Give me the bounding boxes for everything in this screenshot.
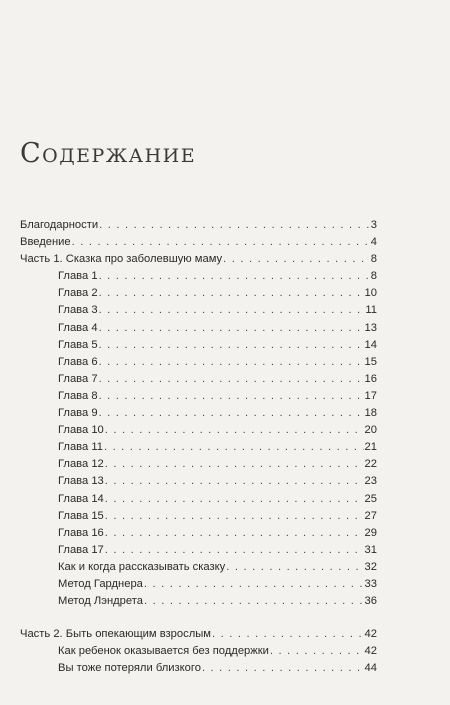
- toc-entry-title: Глава 11: [58, 441, 103, 454]
- toc-entry: [20, 525, 377, 542]
- toc-entry-page: 44: [364, 662, 377, 675]
- toc-entry-page: 21: [364, 441, 377, 454]
- toc-entry-title: Глава 7: [58, 372, 98, 385]
- dot-leader: [99, 285, 364, 302]
- toc-entry: [20, 354, 377, 371]
- table-of-contents: [20, 217, 377, 677]
- toc-entry-page: 42: [364, 628, 377, 641]
- toc-entry: [20, 660, 377, 677]
- page-title: Содержание: [20, 138, 197, 169]
- toc-entry-title: Метод Лэндрета: [58, 595, 143, 608]
- dot-leader: [105, 542, 364, 559]
- toc-entry-page: 36: [364, 595, 377, 608]
- toc-entry: [20, 576, 377, 593]
- toc-entry-title: Глава 13: [58, 475, 104, 488]
- toc-entry: [20, 456, 377, 473]
- toc-entry: [20, 626, 377, 643]
- toc-entry-title: Глава 3: [58, 304, 98, 317]
- toc-entry-page: 27: [364, 509, 377, 522]
- toc-entry-page: 11: [365, 304, 377, 317]
- toc-entry-page: 13: [364, 321, 377, 334]
- toc-entry-title: Глава 12: [58, 458, 104, 471]
- toc-entry-page: 15: [364, 355, 377, 368]
- toc-entry-title: Глава 15: [58, 509, 104, 522]
- toc-entry: [20, 217, 377, 234]
- dot-leader: [144, 593, 364, 610]
- dot-leader: [223, 251, 370, 268]
- dot-leader: [202, 660, 364, 677]
- dot-leader: [99, 388, 364, 405]
- dot-leader: [99, 217, 370, 234]
- toc-entry-title: Глава 10: [58, 424, 104, 437]
- toc-entry: [20, 422, 377, 439]
- toc-entry-page: 20: [364, 424, 377, 437]
- toc-entry: [20, 559, 377, 576]
- toc-entry-title: Благодарности: [20, 219, 99, 231]
- toc-entry: [20, 542, 377, 559]
- toc-entry-page: 4: [370, 236, 377, 249]
- dot-leader: [99, 354, 364, 371]
- toc-entry-title: Часть 1. Сказка про заболевшую маму: [20, 253, 223, 266]
- toc-entry: [20, 302, 377, 319]
- dot-leader: [99, 268, 370, 285]
- toc-entry-page: 22: [364, 458, 377, 471]
- dot-leader: [226, 559, 363, 576]
- dot-leader: [105, 473, 364, 490]
- toc-entry-page: 3: [370, 219, 377, 231]
- dot-leader: [105, 525, 364, 542]
- toc-entry-page: 10: [364, 287, 377, 300]
- toc-entry-page: 18: [364, 407, 377, 420]
- toc-entry: [20, 508, 377, 525]
- toc-entry-title: Глава 8: [58, 389, 98, 402]
- toc-entry-title: Глава 17: [58, 543, 104, 556]
- toc-entry: [20, 234, 377, 251]
- toc-entry: [20, 337, 377, 354]
- toc-entry-page: 14: [364, 338, 377, 351]
- dot-leader: [144, 576, 364, 593]
- toc-entry-page: 33: [364, 577, 377, 590]
- toc-entry-title: Глава 5: [58, 338, 98, 351]
- toc-entry-title: Глава 16: [58, 526, 104, 539]
- toc-entry-title: Глава 1: [58, 270, 98, 283]
- dot-leader: [212, 626, 364, 643]
- toc-entry: [20, 643, 377, 660]
- toc-entry-page: 31: [364, 543, 377, 556]
- toc-entry: [20, 473, 377, 490]
- toc-entry-title: Вы тоже потеряли близкого: [58, 662, 201, 675]
- dot-leader: [99, 320, 364, 337]
- toc-entry: [20, 268, 377, 285]
- toc-entry: [20, 371, 377, 388]
- toc-entry-page: 8: [370, 253, 377, 266]
- toc-entry-page: 32: [364, 560, 377, 573]
- toc-entry-title: Метод Гарднера: [58, 577, 143, 590]
- toc-entry-title: Глава 2: [58, 287, 98, 300]
- toc-entry: [20, 593, 377, 610]
- dot-leader: [105, 456, 364, 473]
- toc-entry-title: Глава 4: [58, 321, 98, 334]
- toc-entry-page: 17: [364, 389, 377, 402]
- toc-entry-title: Часть 2. Быть опекающим взрослым: [20, 628, 211, 641]
- toc-entry-page: 8: [370, 270, 377, 283]
- dot-leader: [99, 371, 364, 388]
- toc-entry-page: 29: [364, 526, 377, 539]
- toc-entry: [20, 491, 377, 508]
- toc-entry-page: 23: [364, 475, 377, 488]
- dot-leader: [72, 234, 370, 251]
- toc-entry-page: 16: [364, 372, 377, 385]
- toc-entry: [20, 439, 377, 456]
- dot-leader: [99, 337, 364, 354]
- toc-entry: [20, 320, 377, 337]
- dot-leader: [105, 508, 364, 525]
- toc-entry: [20, 405, 377, 422]
- dot-leader: [270, 643, 364, 660]
- toc-entry-title: Глава 9: [58, 407, 98, 420]
- toc-entry-title: Глава 6: [58, 355, 98, 368]
- toc-entry-title: Глава 14: [58, 492, 104, 505]
- dot-leader: [99, 302, 365, 319]
- toc-entry-title: Введение: [20, 236, 71, 249]
- toc-entry-page: 42: [364, 645, 377, 658]
- toc-entry: [20, 388, 377, 405]
- dot-leader: [99, 405, 364, 422]
- toc-entry-page: 25: [364, 492, 377, 505]
- dot-leader: [105, 422, 364, 439]
- dot-leader: [104, 439, 364, 456]
- dot-leader: [105, 491, 364, 508]
- toc-entry: [20, 251, 377, 268]
- toc-entry-title: Как ребенок оказывается без поддержки: [58, 645, 269, 658]
- toc-entry-title: Как и когда рассказывать сказку: [58, 560, 226, 573]
- toc-entry: [20, 285, 377, 302]
